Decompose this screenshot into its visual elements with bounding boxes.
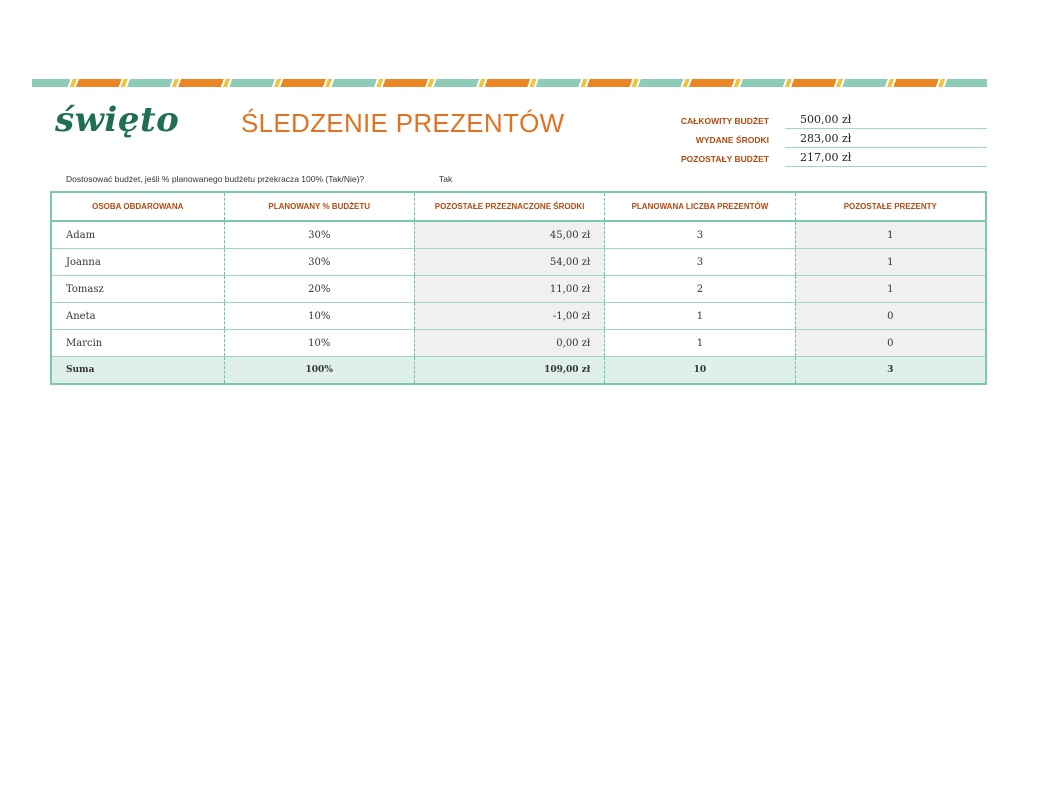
remaining-gifts-cell[interactable]: 1 (795, 276, 986, 303)
table-row (51, 249, 986, 276)
remaining-gifts-cell[interactable]: 0 (795, 330, 986, 357)
summary-row-remaining (640, 148, 987, 167)
table-total-row (51, 357, 986, 385)
recipient-cell[interactable]: Tomasz (51, 276, 224, 303)
remaining-funds-cell[interactable]: 45,00 zł (414, 221, 604, 249)
adjust-budget-question: Dostosować budżet, jeśli % planowanego budżetu przekracza 100% (Tak/Nie)? (66, 174, 365, 184)
remaining-budget-cell[interactable]: 217,00 zł (785, 150, 987, 167)
column-header-remaining-funds[interactable]: POZOSTAŁE PRZEZNACZONE ŚRODKI (414, 192, 604, 221)
planned-percent-cell[interactable]: 10% (224, 330, 414, 357)
page-title: ŚLEDZENIE PREZENTÓW (241, 108, 565, 138)
planned-percent-cell[interactable]: 20% (224, 276, 414, 303)
total-label-cell[interactable]: Suma (51, 357, 224, 385)
remaining-gifts-cell[interactable]: 1 (795, 221, 986, 249)
table-row (51, 330, 986, 357)
table-row (51, 276, 986, 303)
remaining-funds-cell[interactable]: 0,00 zł (414, 330, 604, 357)
remaining-funds-cell[interactable]: 54,00 zł (414, 249, 604, 276)
planned-gifts-cell[interactable]: 1 (605, 330, 795, 357)
recipient-cell[interactable]: Joanna (51, 249, 224, 276)
gift-tracking-table (50, 191, 987, 385)
adjust-budget-answer-cell[interactable]: Tak (439, 174, 453, 184)
brand-logo: święto (55, 100, 180, 140)
summary-label: POZOSTAŁY BUDŻET (681, 154, 769, 164)
decorative-stripe-banner (32, 79, 987, 87)
planned-percent-cell[interactable]: 10% (224, 303, 414, 330)
summary-label: WYDANE ŚRODKI (695, 135, 769, 145)
remaining-gifts-cell[interactable]: 1 (795, 249, 986, 276)
spent-funds-cell[interactable]: 283,00 zł (785, 131, 987, 148)
planned-percent-cell[interactable]: 30% (224, 221, 414, 249)
total-percent-cell[interactable]: 100% (224, 357, 414, 385)
total-planned-gifts-cell[interactable]: 10 (605, 357, 795, 385)
remaining-gifts-cell[interactable]: 0 (795, 303, 986, 330)
table-row (51, 221, 986, 249)
remaining-funds-cell[interactable]: 11,00 zł (414, 276, 604, 303)
summary-label: CAŁKOWITY BUDŻET (680, 116, 769, 126)
remaining-funds-cell[interactable]: -1,00 zł (414, 303, 604, 330)
summary-row-spent (640, 129, 987, 148)
planned-gifts-cell[interactable]: 2 (605, 276, 795, 303)
total-remaining-funds-cell[interactable]: 109,00 zł (414, 357, 604, 385)
summary-row-total-budget (640, 110, 987, 129)
recipient-cell[interactable]: Marcin (51, 330, 224, 357)
total-budget-cell[interactable]: 500,00 zł (785, 112, 987, 129)
planned-gifts-cell[interactable]: 3 (605, 221, 795, 249)
column-header-planned-gifts[interactable]: PLANOWANA LICZBA PREZENTÓW (605, 192, 795, 221)
planned-percent-cell[interactable]: 30% (224, 249, 414, 276)
column-header-planned-percent[interactable]: PLANOWANY % BUDŻETU (224, 192, 414, 221)
table-header-row (51, 192, 986, 221)
column-header-recipient[interactable]: OSOBA OBDAROWANA (51, 192, 224, 221)
planned-gifts-cell[interactable]: 1 (605, 303, 795, 330)
planned-gifts-cell[interactable]: 3 (605, 249, 795, 276)
recipient-cell[interactable]: Aneta (51, 303, 224, 330)
table-row (51, 303, 986, 330)
recipient-cell[interactable]: Adam (51, 221, 224, 249)
budget-summary (640, 110, 987, 167)
column-header-remaining-gifts[interactable]: POZOSTAŁE PREZENTY (795, 192, 986, 221)
total-remaining-gifts-cell[interactable]: 3 (795, 357, 986, 385)
